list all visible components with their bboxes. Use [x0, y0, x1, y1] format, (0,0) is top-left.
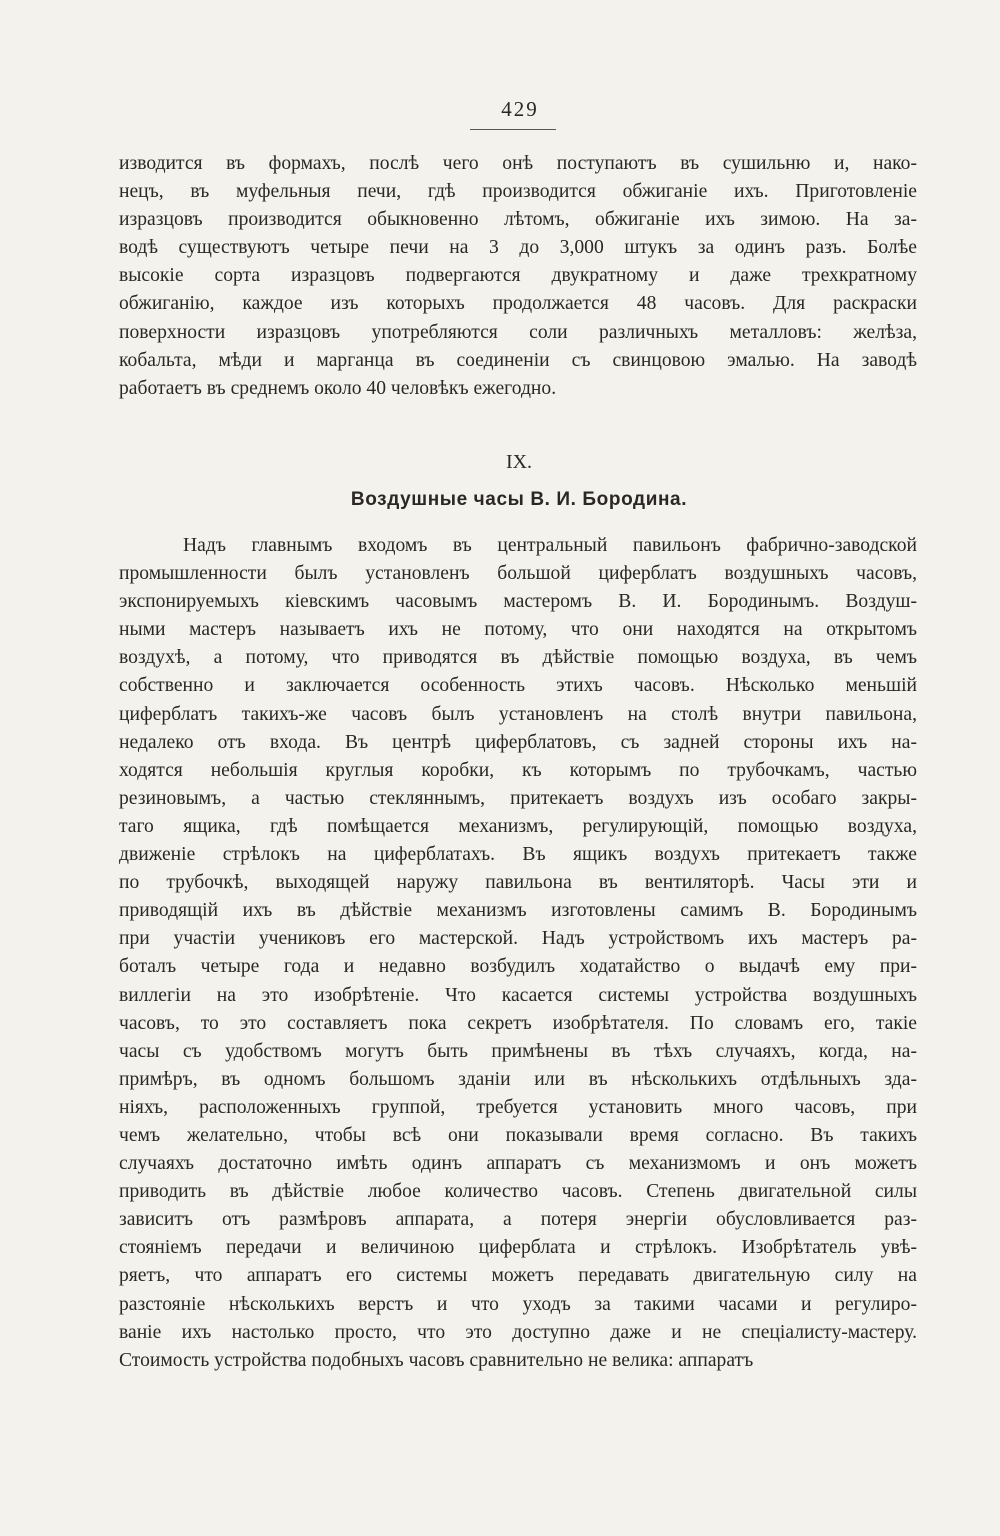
text-line: промышленности былъ установленъ большой циферблатъ воздушныхъ часовъ, — [119, 563, 917, 585]
text-line: таго ящика, гдѣ помѣщается механизмъ, регулирующій, помощью воздуха, — [119, 815, 917, 837]
text-line: ваніе ихъ настолько просто, что это доступно даже и не спеціалисту-мастеру. — [119, 1321, 917, 1343]
text-line: нецъ, въ муфельныя печи, гдѣ производится обжиганіе ихъ. Приготовленіе — [119, 181, 917, 203]
text-line: недалеко отъ входа. Въ центрѣ циферблатовъ, съ задней стороны ихъ на- — [119, 731, 917, 753]
text-line: приводящій ихъ въ дѣйствіе механизмъ изготовлены самимъ В. Бородинымъ — [119, 900, 917, 922]
text-line: изводится въ формахъ, послѣ чего онѣ поступаютъ въ сушильню и, нако- — [119, 153, 917, 174]
text-line: циферблатъ такихъ-же часовъ былъ установленъ на столѣ внутри павильона, — [119, 703, 917, 725]
text-line: приводить въ дѣйствіе любое количество часовъ. Степень двигательной силы — [119, 1181, 917, 1203]
text-line: по трубочкѣ, выходящей наружу павильона въ вентиляторѣ. Часы эти и — [119, 872, 917, 894]
paragraph-air-clocks — [119, 532, 917, 1375]
text-line: ніяхъ, расположенныхъ группой, требуется установить много часовъ, при — [119, 1096, 917, 1118]
text-line: примѣръ, въ одномъ большомъ зданіи или въ нѣсколькихъ отдѣльныхъ зда- — [119, 1068, 917, 1090]
page-number: 429 — [501, 97, 539, 121]
text-line: часовъ, то это составляетъ пока секретъ изобрѣтателя. По словамъ его, такіе — [119, 1012, 917, 1034]
text-line: кобальта, мѣди и марганца въ соединеніи съ свинцовою эмалью. На заводѣ — [119, 349, 917, 371]
text-line: высокіе сорта изразцовъ подвергаются двукратному и даже трехкратному — [119, 265, 917, 287]
text-line: водѣ существуютъ четыре печи на 3 до 3,000 штукъ за одинъ разъ. Болѣе — [119, 237, 917, 259]
paragraph-tiles-factory — [119, 150, 917, 403]
text-line: воздухѣ, а потому, что приводятся въ дѣйствіе помощью воздуха, въ чемъ — [119, 647, 917, 669]
text-line: Надъ главнымъ входомъ въ центральный павильонъ фабрично-заводской — [183, 535, 917, 556]
text-line: движеніе стрѣлокъ на циферблатахъ. Въ ящикъ воздухъ притекаетъ также — [119, 844, 917, 866]
text-line: обжиганію, каждое изъ которыхъ продолжается 48 часовъ. Для раскраски — [119, 293, 917, 315]
text-line: резиновымъ, а частью стекляннымъ, притекаетъ воздухъ изъ особаго закры- — [119, 787, 917, 809]
text-line: изразцовъ производится обыкновенно лѣтомъ, обжиганіе ихъ зимою. На за- — [119, 209, 917, 231]
text-line: виллегіи на это изобрѣтеніе. Что касается системы устройства воздушныхъ — [119, 984, 917, 1006]
page-number-rule — [470, 129, 556, 130]
text-line: разстояніе нѣсколькихъ верстъ и что уходъ за такими часами и регулиро- — [119, 1293, 917, 1315]
text-line: Стоимость устройства подобныхъ часовъ сравнительно не велика: аппаратъ — [119, 1349, 754, 1371]
text-line: ными мастеръ называетъ ихъ не потому, что они находятся на открытомъ — [119, 619, 917, 641]
text-line: часы съ удобствомъ могутъ быть примѣнены въ тѣхъ случаяхъ, когда, на- — [119, 1040, 917, 1062]
text-line: работаетъ въ среднемъ около 40 человѣкъ ежегодно. — [119, 377, 557, 399]
text-line: ходятся небольшія круглыя коробки, къ которымъ по трубочкамъ, частью — [119, 759, 917, 781]
section-numeral: IX. — [505, 451, 533, 473]
text-line: боталъ четыре года и недавно возбудилъ ходатайство о выдачѣ ему при- — [119, 956, 917, 978]
text-line: зависитъ отъ размѣровъ аппарата, а потеря энергіи обусловливается раз- — [119, 1209, 917, 1231]
text-line: поверхности изразцовъ употребляются соли различныхъ металловъ: желѣза, — [119, 321, 917, 343]
section-title: Воздушные часы В. И. Бородина. — [350, 489, 688, 510]
text-line: при участіи учениковъ его мастерской. Надъ устройствомъ ихъ мастеръ ра- — [119, 928, 917, 950]
text-line: случаяхъ достаточно имѣть одинъ аппаратъ съ механизмомъ и онъ можетъ — [119, 1153, 917, 1175]
text-line: чемъ желательно, чтобы всѣ они показывали время согласно. Въ такихъ — [119, 1124, 917, 1146]
text-line: стояніемъ передачи и величиною циферблата и стрѣлокъ. Изобрѣтатель увѣ- — [119, 1237, 917, 1259]
text-line: экспонируемыхъ кіевскимъ часовымъ мастеромъ В. И. Бородинымъ. Воздуш- — [119, 591, 917, 613]
text-line: собственно и заключается особенность этихъ часовъ. Нѣсколько меньшій — [119, 675, 917, 697]
text-line: ряетъ, что аппаратъ его системы можетъ передавать двигательную силу на — [119, 1265, 917, 1287]
